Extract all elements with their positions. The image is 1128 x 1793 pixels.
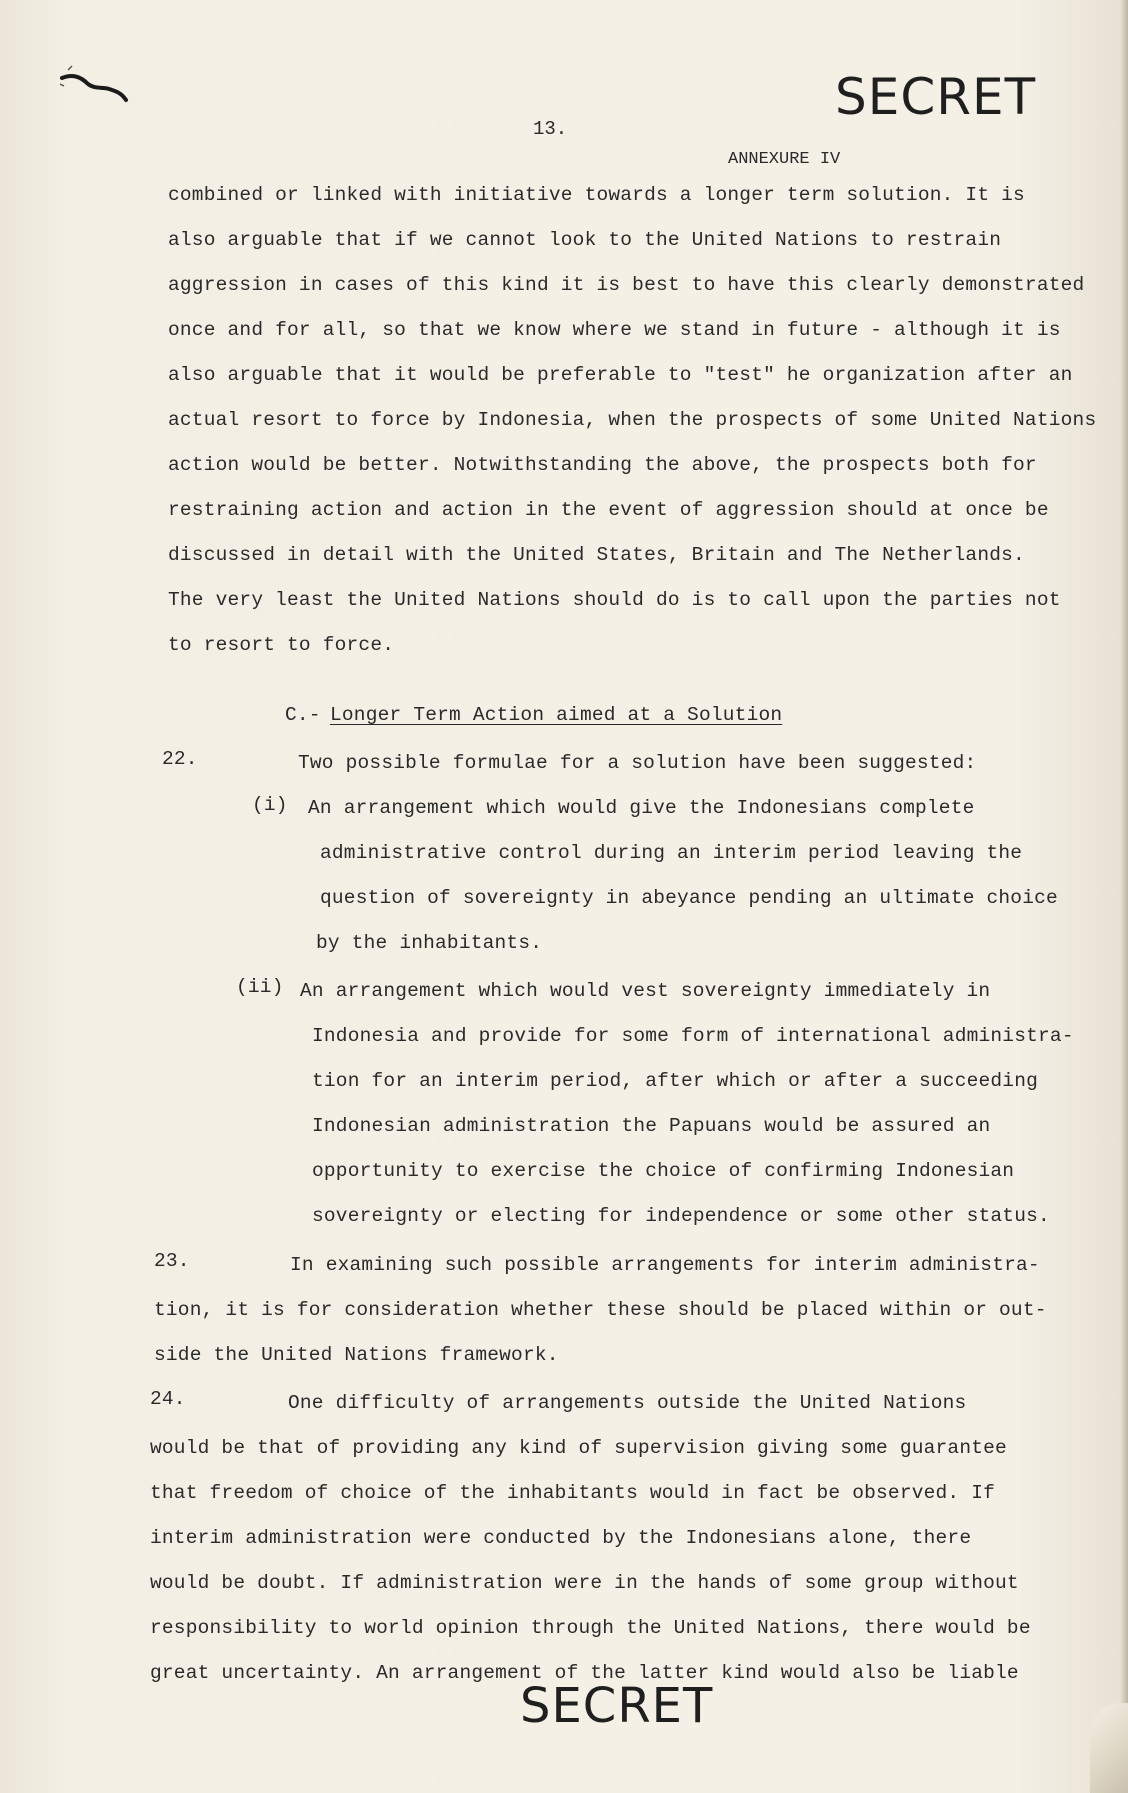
paragraph-intro: Two possible formulae for a solution have been suggested: (298, 752, 977, 774)
body-line: The very least the United Nations should do is to call upon the parties not (168, 589, 1061, 611)
list-item-line: by the inhabitants. (316, 932, 543, 954)
list-item-label: (ii) (236, 976, 284, 998)
body-line: actual resort to force by Indonesia, when the prospects of some United Nations (168, 409, 1097, 431)
paragraph-line: great uncertainty. An arrangement of the latter kind would also be liable (150, 1662, 1019, 1684)
body-line: aggression in cases of this kind it is best to have this clearly demonstrated (168, 274, 1085, 296)
paragraph-line: tion, it is for consideration whether these should be placed within or out- (154, 1299, 1047, 1321)
list-item-label: (i) (252, 794, 288, 816)
body-line: restraining action and action in the event of aggression should at once be (168, 499, 1049, 521)
paragraph-line: that freedom of choice of the inhabitants would in fact be observed. If (150, 1482, 996, 1504)
page-curl (1090, 1703, 1128, 1793)
list-item-line: sovereignty or electing for independence or some other status. (312, 1205, 1050, 1227)
list-item-line: An arrangement which would give the Indonesians complete (308, 797, 975, 819)
body-line: discussed in detail with the United States, Britain and The Netherlands. (168, 544, 1025, 566)
list-item-line: opportunity to exercise the choice of confirming Indonesian (312, 1160, 1015, 1182)
list-item-line: Indonesia and provide for some form of international administra- (312, 1025, 1074, 1047)
page-number: 13. (533, 118, 568, 140)
list-item-line: An arrangement which would vest sovereignty immediately in (300, 980, 991, 1002)
list-item-line: Indonesian administration the Papuans would be assured an (312, 1115, 991, 1137)
paragraph-line: would be doubt. If administration were in the hands of some group without (150, 1572, 1019, 1594)
paragraph-line: One difficulty of arrangements outside the United Nations (288, 1392, 967, 1414)
section-heading: Longer Term Action aimed at a Solution (330, 704, 783, 726)
paragraph-number: 23. (154, 1250, 190, 1272)
paragraph-line: interim administration were conducted by the Indonesians alone, there (150, 1527, 972, 1549)
body-line: once and for all, so that we know where we stand in future - although it is (168, 319, 1061, 341)
body-line: also arguable that it would be preferable to "test" he organization after an (168, 364, 1073, 386)
paragraph-number: 24. (150, 1388, 186, 1410)
section-prefix: C.- (285, 704, 321, 726)
secret-stamp-bottom: SECRET (520, 1678, 714, 1734)
annex-label: ANNEXURE IV (728, 150, 841, 169)
list-item-line: tion for an interim period, after which or after a succeeding (312, 1070, 1039, 1092)
body-line: combined or linked with initiative towards a longer term solution. It is (168, 184, 1025, 206)
ink-mark-icon (60, 64, 130, 104)
secret-stamp-top: SECRET (835, 68, 1037, 126)
list-item-line: administrative control during an interim period leaving the (320, 842, 1023, 864)
body-line: also arguable that if we cannot look to the United Nations to restrain (168, 229, 1002, 251)
paragraph-line: responsibility to world opinion through the United Nations, there would be (150, 1617, 1031, 1639)
paragraph-line: side the United Nations framework. (154, 1344, 559, 1366)
page-edge-shadow (1120, 0, 1128, 1793)
paragraph-line: would be that of providing any kind of supervision giving some guarantee (150, 1437, 1007, 1459)
body-line: to resort to force. (168, 634, 395, 656)
body-line: action would be better. Notwithstanding the above, the prospects both for (168, 454, 1037, 476)
list-item-line: question of sovereignty in abeyance pending an ultimate choice (320, 887, 1058, 909)
paragraph-line: In examining such possible arrangements for interim administra- (290, 1254, 1040, 1276)
paragraph-number: 22. (162, 748, 198, 770)
